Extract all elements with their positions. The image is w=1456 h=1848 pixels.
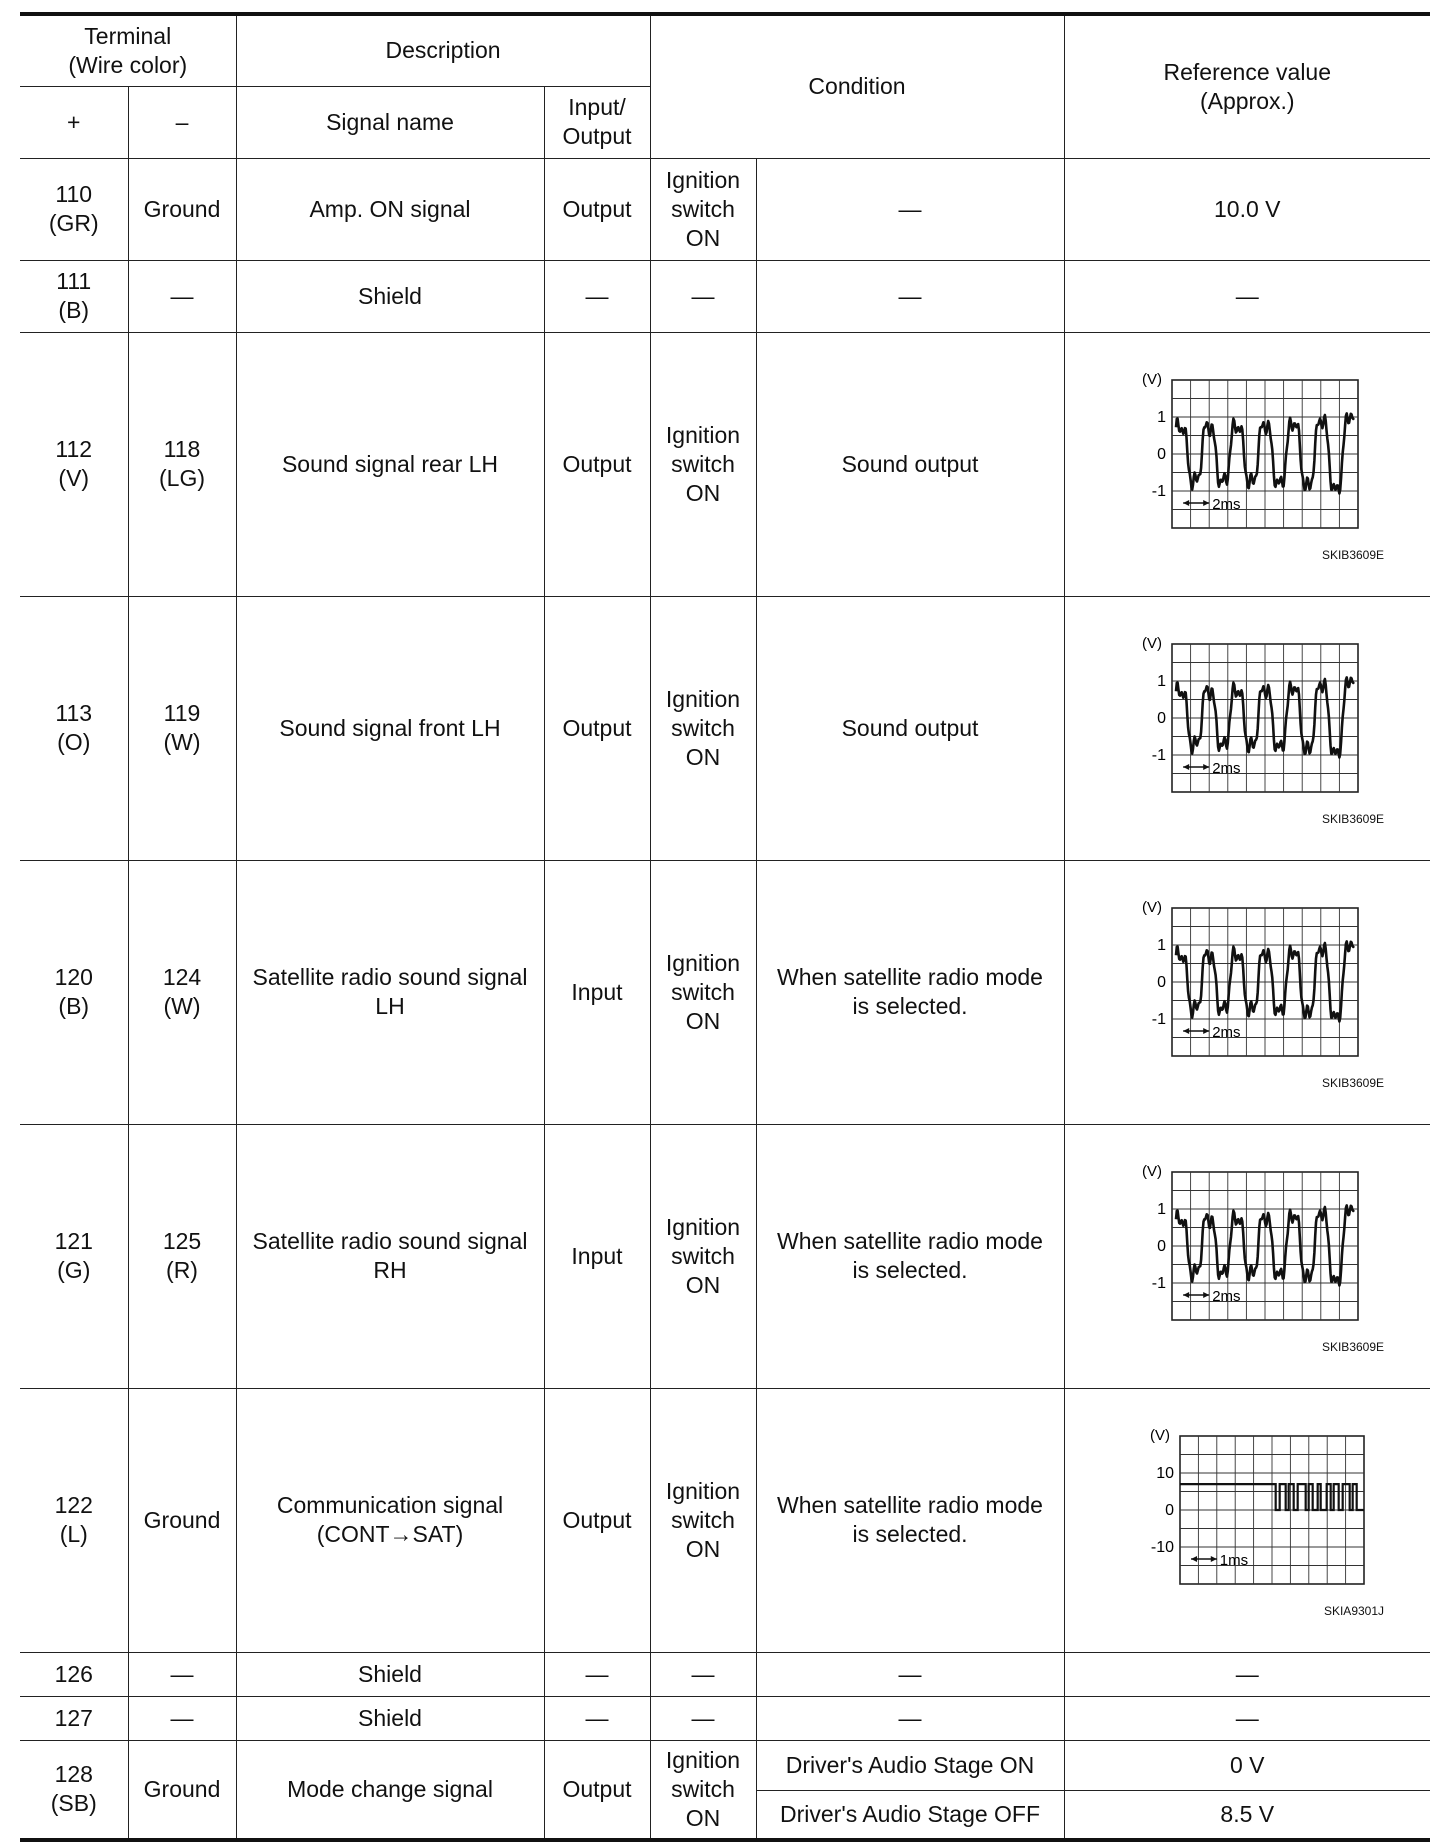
terminal-plus-cell: 121 (G) — [20, 1124, 128, 1388]
terminal-minus-cell: 125 (R) — [128, 1124, 236, 1388]
condition-switch-cell: Ignition switch ON — [650, 860, 756, 1124]
condition-switch-cell: Ignition switch ON — [650, 1124, 756, 1388]
terminal-minus-cell: Ground — [128, 1388, 236, 1652]
reference-value-cell: 0 V — [1064, 1740, 1430, 1790]
condition-switch-cell: Ignition switch ON — [650, 332, 756, 596]
terminal-plus-cell: 122 (L) — [20, 1388, 128, 1652]
table-row — [20, 860, 1430, 1124]
condition-switch-cell: Ignition switch ON — [650, 1740, 756, 1840]
condition-switch-cell: — — [650, 1696, 756, 1740]
terminal-reference-table — [20, 12, 1430, 1842]
header-signal-name: Signal name — [236, 86, 544, 158]
table-row — [20, 1124, 1430, 1388]
reference-value-cell: 8.5 V — [1064, 1790, 1430, 1840]
terminal-minus-cell: — — [128, 260, 236, 332]
waveform-unit-label: (V) — [1142, 635, 1163, 652]
input-output-cell: Output — [544, 332, 650, 596]
signal-name-cell: Sound signal front LH — [236, 596, 544, 860]
condition-switch-cell: Ignition switch ON — [650, 1388, 756, 1652]
table-row — [20, 1388, 1430, 1652]
waveform-figure — [1122, 630, 1372, 812]
waveform-y-label: 0 — [1165, 1502, 1175, 1519]
terminal-minus-cell: 119 (W) — [128, 596, 236, 860]
signal-name-cell: Satellite radio sound signal LH — [236, 860, 544, 1124]
figure-code-label: SKIB3609E — [1321, 1076, 1385, 1090]
waveform-y-label: 0 — [1157, 1238, 1167, 1255]
condition-detail-cell: — — [756, 1696, 1064, 1740]
condition-detail-cell: — — [756, 158, 1064, 260]
waveform-y-label: 0 — [1157, 446, 1167, 463]
reference-value-cell: — — [1064, 1652, 1430, 1696]
condition-detail-cell: When satellite radio mode is selected. — [756, 1388, 1064, 1652]
condition-detail-cell: Sound output — [756, 332, 1064, 596]
time-scale-label: 2ms — [1212, 760, 1241, 777]
condition-switch-cell: Ignition switch ON — [650, 596, 756, 860]
terminal-plus-cell: 127 — [20, 1696, 128, 1740]
terminal-minus-cell: — — [128, 1696, 236, 1740]
condition-detail-cell: Driver's Audio Stage ON — [756, 1740, 1064, 1790]
header-terminal: Terminal (Wire color) — [20, 14, 236, 86]
figure-code-label: SKIB3609E — [1321, 812, 1385, 826]
condition-detail-cell: — — [756, 260, 1064, 332]
header-description: Description — [236, 14, 650, 86]
signal-name-cell: Shield — [236, 1652, 544, 1696]
terminal-minus-cell: 118 (LG) — [128, 332, 236, 596]
condition-detail-cell: — — [756, 1652, 1064, 1696]
reference-waveform-cell — [1064, 1388, 1430, 1652]
table-row — [20, 1696, 1430, 1740]
header-reference-value: Reference value (Approx.) — [1064, 14, 1430, 158]
waveform-y-label: -1 — [1152, 483, 1167, 500]
terminal-plus-cell: 112 (V) — [20, 332, 128, 596]
signal-name-cell: Amp. ON signal — [236, 158, 544, 260]
table-row — [20, 332, 1430, 596]
reference-waveform-cell — [1064, 596, 1430, 860]
waveform-figure — [1122, 1422, 1372, 1604]
signal-name-cell: Satellite radio sound signal RH — [236, 1124, 544, 1388]
time-scale-label: 2ms — [1212, 1288, 1241, 1305]
reference-value-cell: 10.0 V — [1064, 158, 1430, 260]
header-condition: Condition — [650, 14, 1064, 158]
terminal-plus-cell: 113 (O) — [20, 596, 128, 860]
waveform-unit-label: (V) — [1150, 1427, 1171, 1444]
input-output-cell: Input — [544, 860, 650, 1124]
header-input-output: Input/ Output — [544, 86, 650, 158]
signal-name-cell: Mode change signal — [236, 1740, 544, 1840]
condition-switch-cell: Ignition switch ON — [650, 158, 756, 260]
terminal-plus-cell: 120 (B) — [20, 860, 128, 1124]
input-output-cell: Output — [544, 1740, 650, 1840]
time-scale-label: 2ms — [1212, 496, 1241, 513]
condition-detail-cell: When satellite radio mode is selected. — [756, 860, 1064, 1124]
reference-value-cell: — — [1064, 260, 1430, 332]
terminal-minus-cell: Ground — [128, 158, 236, 260]
table-row — [20, 1740, 1430, 1790]
condition-detail-cell: When satellite radio mode is selected. — [756, 1124, 1064, 1388]
signal-name-cell: Shield — [236, 1696, 544, 1740]
table-row — [20, 158, 1430, 260]
waveform-y-label: -1 — [1152, 747, 1167, 764]
condition-detail-cell: Driver's Audio Stage OFF — [756, 1790, 1064, 1840]
header-plus: + — [20, 86, 128, 158]
condition-switch-cell: — — [650, 260, 756, 332]
reference-value-cell: — — [1064, 1696, 1430, 1740]
terminal-minus-cell: Ground — [128, 1740, 236, 1840]
waveform-unit-label: (V) — [1142, 1163, 1163, 1180]
condition-switch-cell: — — [650, 1652, 756, 1696]
reference-waveform-cell — [1064, 332, 1430, 596]
input-output-cell: — — [544, 1652, 650, 1696]
figure-code-label: SKIB3609E — [1321, 1340, 1385, 1354]
waveform-figure — [1122, 1158, 1372, 1340]
waveform-y-label: 10 — [1156, 1465, 1175, 1482]
waveform-figure — [1122, 366, 1372, 548]
waveform-y-label: 1 — [1157, 937, 1167, 954]
waveform-unit-label: (V) — [1142, 371, 1163, 388]
waveform-y-label: 0 — [1157, 710, 1167, 727]
table-row — [20, 1652, 1430, 1696]
signal-name-cell: Shield — [236, 260, 544, 332]
input-output-cell: — — [544, 1696, 650, 1740]
figure-code-label: SKIB3609E — [1321, 548, 1385, 562]
terminal-plus-cell: 126 — [20, 1652, 128, 1696]
input-output-cell: — — [544, 260, 650, 332]
time-scale-label: 1ms — [1220, 1552, 1249, 1569]
header-minus: – — [128, 86, 236, 158]
terminal-plus-cell: 111 (B) — [20, 260, 128, 332]
reference-waveform-cell — [1064, 860, 1430, 1124]
input-output-cell: Input — [544, 1124, 650, 1388]
input-output-cell: Output — [544, 158, 650, 260]
terminal-plus-cell: 110 (GR) — [20, 158, 128, 260]
input-output-cell: Output — [544, 596, 650, 860]
terminal-plus-cell: 128 (SB) — [20, 1740, 128, 1840]
table-row — [20, 596, 1430, 860]
terminal-minus-cell: 124 (W) — [128, 860, 236, 1124]
waveform-y-label: -1 — [1152, 1275, 1167, 1292]
signal-name-cell: Communication signal (CONT→SAT) — [236, 1388, 544, 1652]
reference-waveform-cell — [1064, 1124, 1430, 1388]
waveform-y-label: 1 — [1157, 673, 1167, 690]
time-scale-label: 2ms — [1212, 1024, 1241, 1041]
waveform-y-label: -1 — [1152, 1011, 1167, 1028]
terminal-minus-cell: — — [128, 1652, 236, 1696]
waveform-y-label: 1 — [1157, 409, 1167, 426]
table-row — [20, 260, 1430, 332]
waveform-unit-label: (V) — [1142, 899, 1163, 916]
waveform-y-label: 0 — [1157, 974, 1167, 991]
waveform-y-label: -10 — [1151, 1539, 1175, 1556]
signal-name-cell: Sound signal rear LH — [236, 332, 544, 596]
figure-code-label: SKIA9301J — [1323, 1604, 1385, 1618]
waveform-figure — [1122, 894, 1372, 1076]
condition-detail-cell: Sound output — [756, 596, 1064, 860]
input-output-cell: Output — [544, 1388, 650, 1652]
waveform-y-label: 1 — [1157, 1201, 1167, 1218]
